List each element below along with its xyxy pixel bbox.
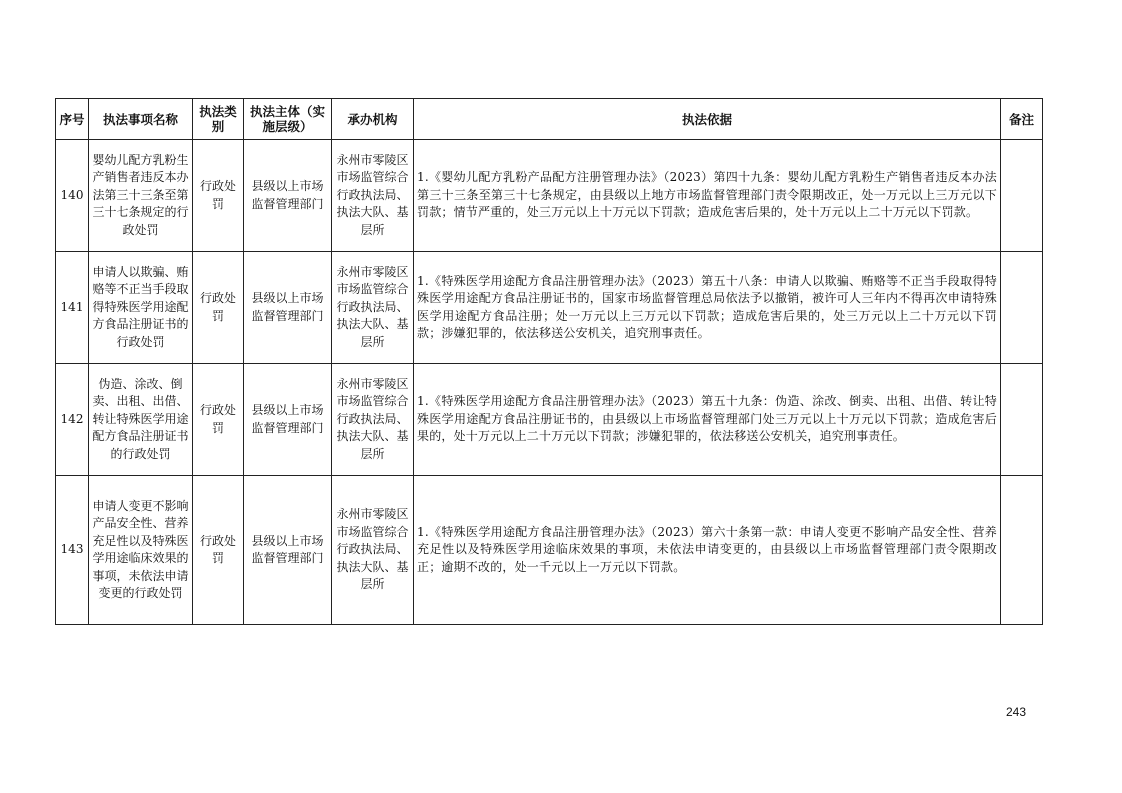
row-subject: 县级以上市场监督管理部门 [244,252,332,364]
row-subject: 县级以上市场监督管理部门 [244,364,332,476]
header-subject: 执法主体（实施层级） [244,99,332,140]
row-name: 伪造、涂改、倒卖、出租、出借、转让特殊医学用途配方食品注册证书的行政处罚 [89,364,193,476]
row-subject: 县级以上市场监督管理部门 [244,140,332,252]
row-no: 143 [56,476,89,625]
row-category: 行政处罚 [193,140,244,252]
header-name: 执法事项名称 [89,99,193,140]
table-row [56,252,1043,364]
row-name: 婴幼儿配方乳粉生产销售者违反本办法第三十三条至第三十七条规定的行政处罚 [89,140,193,252]
row-org: 永州市零陵区市场监管综合行政执法局、执法大队、基层所 [332,364,414,476]
header-remark: 备注 [1001,99,1043,140]
table-row [56,140,1043,252]
row-org: 永州市零陵区市场监管综合行政执法局、执法大队、基层所 [332,476,414,625]
row-subject: 县级以上市场监督管理部门 [244,476,332,625]
row-category: 行政处罚 [193,252,244,364]
row-org: 永州市零陵区市场监管综合行政执法局、执法大队、基层所 [332,252,414,364]
enforcement-table [55,98,1043,625]
row-no: 140 [56,140,89,252]
row-remark [1001,140,1043,252]
row-category: 行政处罚 [193,476,244,625]
header-org: 承办机构 [332,99,414,140]
row-no: 142 [56,364,89,476]
row-no: 141 [56,252,89,364]
header-no: 序号 [56,99,89,140]
row-category: 行政处罚 [193,364,244,476]
table-row [56,364,1043,476]
header-basis: 执法依据 [414,99,1001,140]
row-remark [1001,476,1043,625]
page-number: 243 [1006,705,1027,719]
table-header-row [56,99,1043,140]
table-row [56,476,1043,625]
row-name: 申请人以欺骗、贿赂等不正当手段取得特殊医学用途配方食品注册证书的行政处罚 [89,252,193,364]
row-remark [1001,364,1043,476]
row-basis: 1.《婴幼儿配方乳粉产品配方注册管理办法》（2023）第四十九条：婴幼儿配方乳粉生产销售者违反本办法第三十三条至第三十七条规定，由县级以上地方市场监督管理部门责令限期改正，处一万元以上三万元以下罚款；情节严重的，处三万元以上十万元以下罚款；造成危害后果的，处十万元以上二十万元以下罚款。 [414,140,1001,252]
row-basis: 1.《特殊医学用途配方食品注册管理办法》（2023）第五十九条：伪造、涂改、倒卖、出租、出借、转让特殊医学用途配方食品注册证书的，由县级以上市场监督管理部门处三万元以上十万元以下罚款；造成危害后果的，处十万元以上二十万元以下罚款；涉嫌犯罪的，依法移送公安机关，追究刑事责任。 [414,364,1001,476]
row-name: 申请人变更不影响产品安全性、营养充足性以及特殊医学用途临床效果的事项，未依法申请变更的行政处罚 [89,476,193,625]
row-remark [1001,252,1043,364]
row-basis: 1.《特殊医学用途配方食品注册管理办法》（2023）第五十八条：申请人以欺骗、贿赂等不正当手段取得特殊医学用途配方食品注册证书的，国家市场监督管理总局依法予以撤销，被许可人三年内不得再次申请特殊医学用途配方食品注册；处一万元以上三万元以下罚款；造成危害后果的，处三万元以上二十万元以下罚款；涉嫌犯罪的，依法移送公安机关，追究刑事责任。 [414,252,1001,364]
header-category: 执法类别 [193,99,244,140]
row-org: 永州市零陵区市场监管综合行政执法局、执法大队、基层所 [332,140,414,252]
row-basis: 1.《特殊医学用途配方食品注册管理办法》（2023）第六十条第一款：申请人变更不影响产品安全性、营养充足性以及特殊医学用途临床效果的事项，未依法申请变更的，由县级以上市场监督管理部门责令限期改正；逾期不改的，处一千元以上一万元以下罚款。 [414,476,1001,625]
